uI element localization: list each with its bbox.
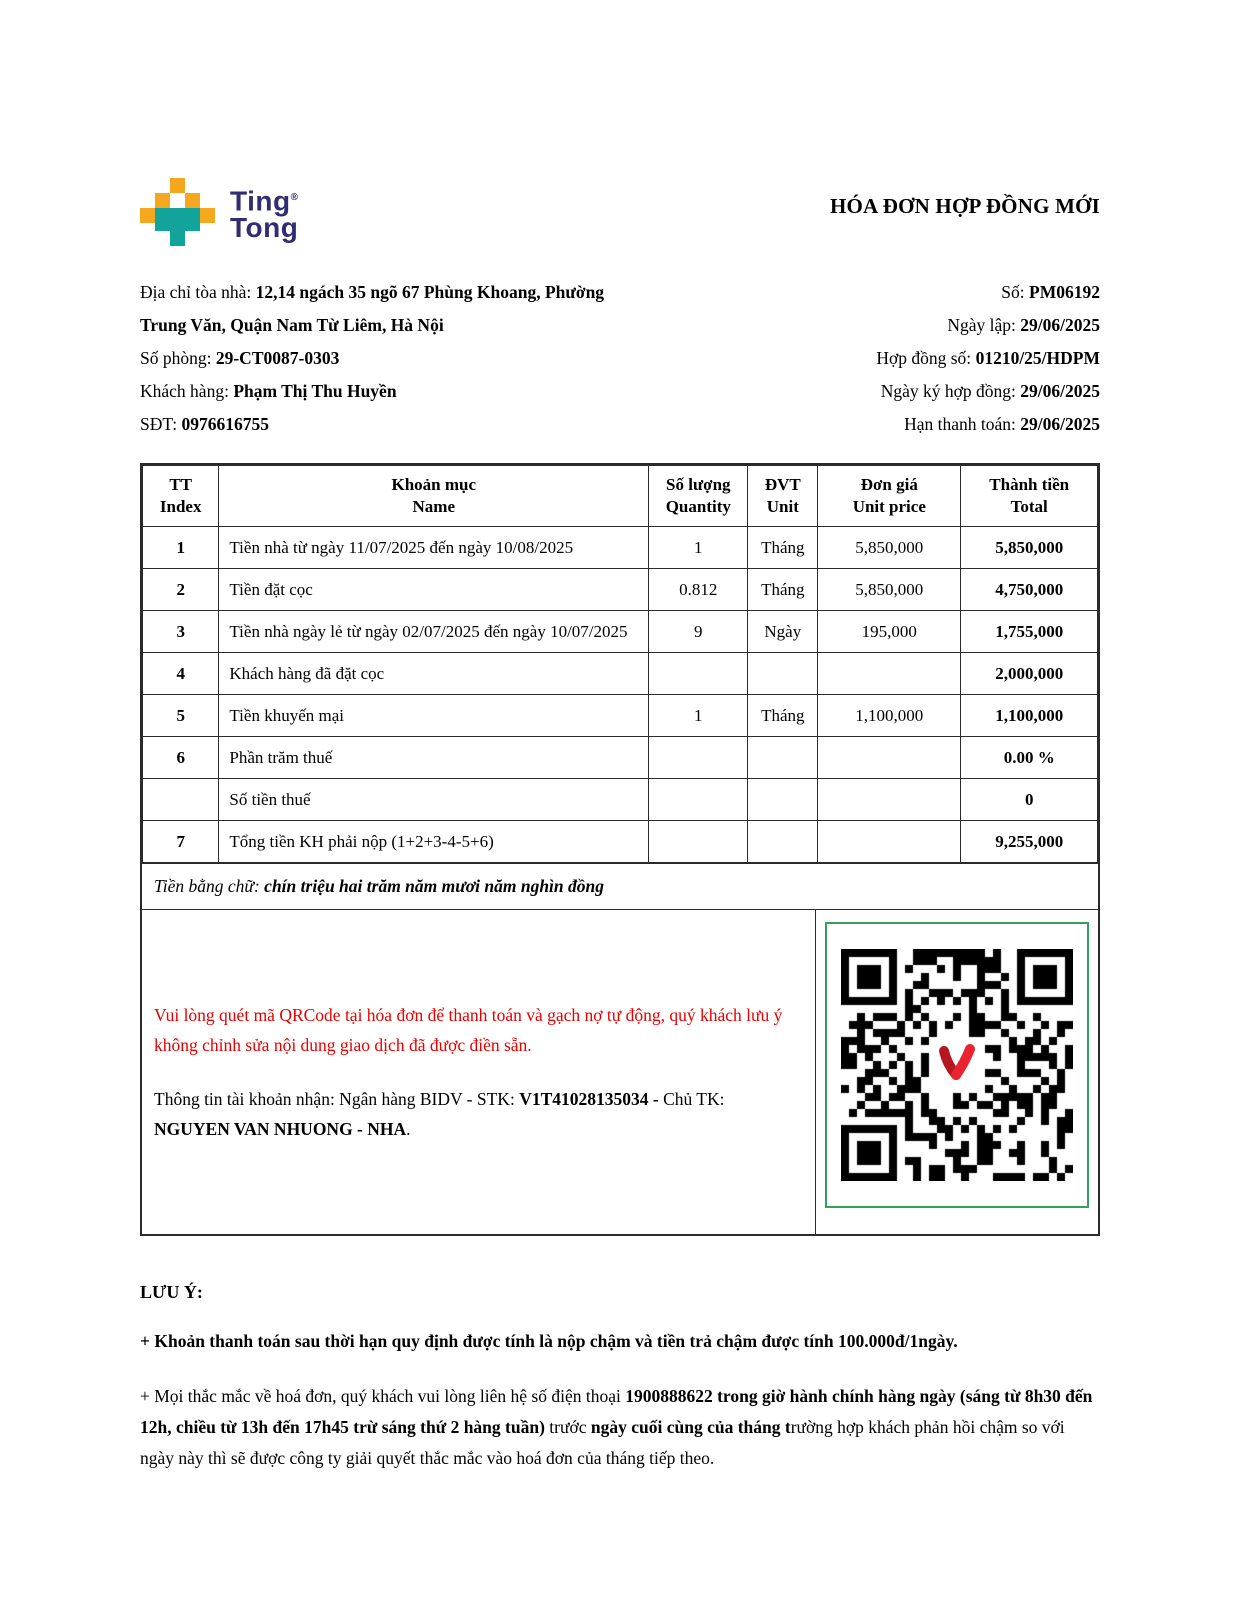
table-row [143,611,1098,653]
cell-index: 1 [143,527,219,569]
qr-cell [815,910,1098,1234]
notes-heading: LƯU Ý: [140,1282,203,1302]
info-line-right-1: Ngày lập: 29/06/2025 [947,315,1100,335]
table-row [143,737,1098,779]
info-line-left-0: Địa chỉ tòa nhà: 12,14 ngách 35 ngõ 67 Phùng Khoang, Phường Trung Văn, Quận Nam Từ Liêm, Hà Nội [140,282,605,335]
invoice-body [140,463,1100,1236]
invoice-meta [140,276,1100,441]
qr-code [825,922,1089,1208]
info-line-right-0: Số: PM06192 [1001,282,1100,302]
cell-qty: 1 [649,527,748,569]
tingtong-logo-icon [140,178,216,248]
amount-in-words-label: Tiền bằng chữ: [154,876,265,896]
cell-name: Tiền khuyến mại [219,695,649,737]
cell-total: 5,850,000 [961,527,1098,569]
invoice-details-block [876,276,1100,441]
hotline-note: + Mọi thắc mắc về hoá đơn, quý khách vui lòng liên hệ số điện thoại 1900888622 trong giờ hành chính hàng ngày (sáng từ 8h30 đến 12h, chiều từ 13h đến 17h45 trừ sáng thứ 2 hàng tuần) trước ngày cuối cùng của tháng trường hợp khách phản hồi chậm so với ngày này thì sẽ được công ty giải quyết thắc mắc vào hoá đơn của tháng tiếp theo. [140,1386,1093,1468]
cell-name: Phần trăm thuế [219,737,649,779]
cell-unit: Tháng [748,695,818,737]
cell-total: 1,755,000 [961,611,1098,653]
cell-unit: Ngày [748,611,818,653]
cell-index: 3 [143,611,219,653]
cell-total: 0 [961,779,1098,821]
cell-unit [748,653,818,695]
cell-qty [649,821,748,863]
cell-unit [748,821,818,863]
cell-price: 5,850,000 [818,527,961,569]
cell-price [818,737,961,779]
cell-qty [649,653,748,695]
cell-qty: 1 [649,695,748,737]
table-row [143,653,1098,695]
cell-name: Tiền nhà ngày lẻ từ ngày 02/07/2025 đến ngày 10/07/2025 [219,611,649,653]
info-line-right-2: Hợp đồng số: 01210/25/HDPM [876,348,1100,368]
bank-account-info: Thông tin tài khoản nhận: Ngân hàng BIDV - STK: V1T41028135034 - Chủ TK: NGUYEN VAN NHUONG - NHA. [154,1089,725,1139]
amount-in-words [142,863,1098,909]
payment-instructions [142,910,815,1234]
late-payment-note: + Khoản thanh toán sau thời hạn quy định được tính là nộp chậm và tiền trả chậm được tính 100.000đ/1ngày. [140,1331,958,1351]
cell-index: 4 [143,653,219,695]
col-header-name: Khoản mục Name [219,466,649,527]
table-row [143,569,1098,611]
info-line-left-3: SĐT: 0976616755 [140,414,269,434]
cell-qty: 9 [649,611,748,653]
footer-notes [140,1282,1100,1474]
cell-name: Số tiền thuế [219,779,649,821]
cell-index [143,779,219,821]
invoice-title: HÓA ĐƠN HỢP ĐỒNG MỚI [829,194,1100,218]
table-row [143,821,1098,863]
tingtong-logo [140,178,298,248]
info-line-right-4: Hạn thanh toán: 29/06/2025 [904,414,1100,434]
info-line-left-1: Số phòng: 29-CT0087-0303 [140,348,340,368]
amount-in-words-value: chín triệu hai trăm năm mươi năm nghìn đồng [264,876,605,896]
cell-unit: Tháng [748,569,818,611]
cell-total: 4,750,000 [961,569,1098,611]
registered-mark: ® [290,192,299,203]
cell-price: 1,100,000 [818,695,961,737]
customer-info-block [140,276,645,441]
table-header [143,466,1098,527]
cell-price: 195,000 [818,611,961,653]
cell-qty [649,779,748,821]
vietqr-v-icon [932,1042,982,1088]
cell-qty: 0.812 [649,569,748,611]
cell-unit [748,779,818,821]
cell-total: 9,255,000 [961,821,1098,863]
payment-section [142,909,1098,1234]
cell-index: 2 [143,569,219,611]
cell-unit: Tháng [748,527,818,569]
cell-index: 7 [143,821,219,863]
line-items-table [142,465,1098,863]
info-line-right-3: Ngày ký hợp đồng: 29/06/2025 [880,381,1100,401]
cell-price: 5,850,000 [818,569,961,611]
qr-scan-notice: Vui lòng quét mã QRCode tại hóa đơn để thanh toán và gạch nợ tự động, quý khách lưu ý không chỉnh sửa nội dung giao dịch đã được điền sẵn. [154,1005,783,1055]
cell-unit [748,737,818,779]
tingtong-logo-text: Ting® Tong [230,185,299,244]
col-header-unit: ĐVT Unit [748,466,818,527]
cell-price [818,653,961,695]
col-header-unit-price: Đơn giá Unit price [818,466,961,527]
table-body [143,527,1098,863]
cell-index: 6 [143,737,219,779]
cell-total: 1,100,000 [961,695,1098,737]
cell-price [818,821,961,863]
cell-name: Tiền đặt cọc [219,569,649,611]
info-line-left-2: Khách hàng: Phạm Thị Thu Huyền [140,381,397,401]
col-header-total: Thành tiền Total [961,466,1098,527]
cell-name: Tiền nhà từ ngày 11/07/2025 đến ngày 10/08/2025 [219,527,649,569]
cell-qty [649,737,748,779]
cell-price [818,779,961,821]
table-row [143,527,1098,569]
cell-name: Khách hàng đã đặt cọc [219,653,649,695]
cell-total: 0.00 % [961,737,1098,779]
header [140,178,1100,248]
cell-index: 5 [143,695,219,737]
cell-total: 2,000,000 [961,653,1098,695]
table-row [143,695,1098,737]
cell-name: Tổng tiền KH phải nộp (1+2+3-4-5+6) [219,821,649,863]
table-row [143,779,1098,821]
col-header-quantity: Số lượng Quantity [649,466,748,527]
col-header-index: TT Index [143,466,219,527]
